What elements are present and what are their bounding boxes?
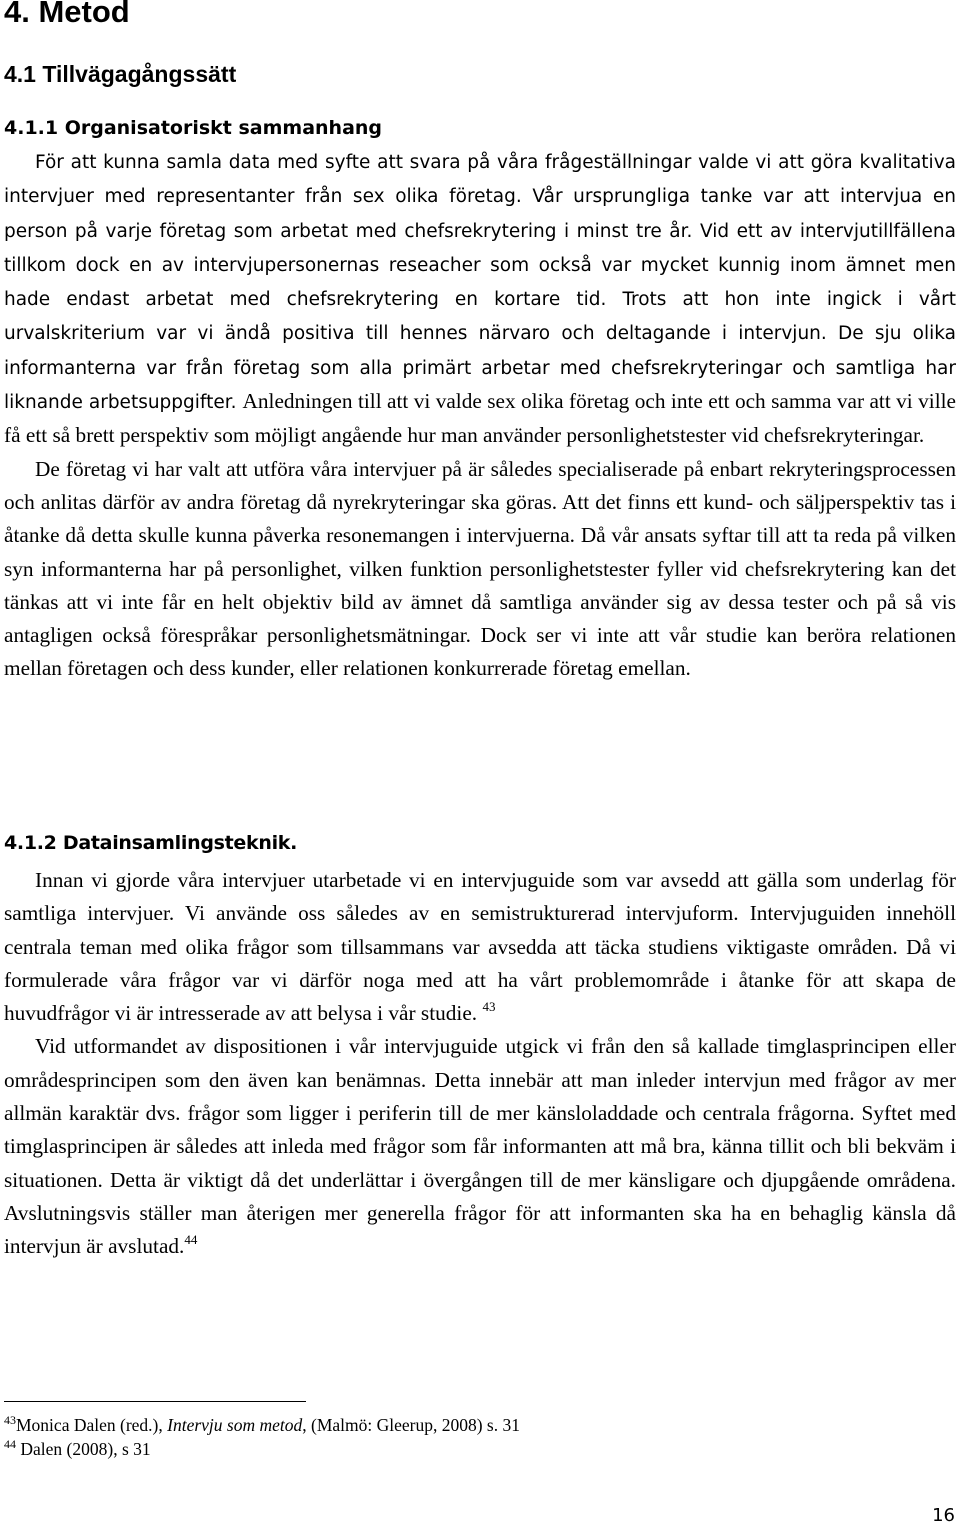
subsection-heading-datainsamling: 4.1.2 Datainsamlingsteknik. bbox=[4, 832, 298, 854]
paragraph bbox=[4, 1030, 956, 1263]
page-number: 16 bbox=[932, 1505, 955, 1526]
section-body-organisatoriskt bbox=[4, 145, 956, 686]
paragraph bbox=[4, 145, 956, 453]
footnote-number: 44 bbox=[4, 1437, 16, 1451]
text-run: Vår ursprungliga tanke var att intervjua en person på varje företag som arbetat med chefsrekrytering i minst tre år. Vid ett av intervjutillfällena tillkom dock en av intervjupersonernas reseacher som också var mycket kunnig inom ämnet men hade endast arbetat med chefsrekrytering en kortare tid. Trots att hon inte ingick i vårt urvalskriterium var vi ändå positiva till hennes närvaro och deltagande i intervjun. De sju olika informanterna var från företag som alla primärt arbetar med chefsrekryteringar och samtliga har liknande arbetsuppgifter. bbox=[4, 186, 956, 414]
footnote-ref-44[interactable]: 44 bbox=[184, 1232, 198, 1248]
subsection-heading-organisatoriskt: 4.1.1 Organisatoriskt sammanhang bbox=[4, 117, 383, 139]
footnote-book-title: Intervju som metod bbox=[167, 1415, 303, 1435]
footnote-text: , (Malmö: Gleerup, 2008) s. 31 bbox=[302, 1415, 520, 1435]
text-run: Vid utformandet av dispositionen i vår intervjuguide utgick vi från den så kallade timglasprincipen eller områdesprincipen som den även kan benämnas. Detta innebär att man inleder intervjun med frågor av mer allmän karaktär dvs. frågor som ligger i periferin till de mer känsloladdade och centrala frågorna. Syftet med timglasprincipen är således att inleda med frågor som får informanten att må bra, känna tillit och bli bekväm i situationen. Detta är viktigt då det underlättar i övergången till de mer känsligare och djupgående områdena. Avslutningsvis ställer man återigen mer generella frågor för att informanten ska ha en behaglig känsla då intervjun är avslutad. bbox=[4, 1034, 956, 1259]
footnote-text: Monica Dalen (red.), bbox=[16, 1415, 168, 1435]
chapter-heading: 4. Metod bbox=[4, 0, 130, 29]
footnote-text: Dalen (2008), s 31 bbox=[20, 1439, 151, 1459]
text-run: För att kunna samla data med syfte att svara på våra frågeställningar valde vi att göra kvalitativa intervjuer med representanter från sex olika företag. bbox=[4, 152, 956, 208]
paragraph bbox=[4, 864, 956, 1030]
footnote-44 bbox=[4, 1438, 151, 1460]
footnote-43 bbox=[4, 1414, 520, 1436]
footnote-ref-43[interactable]: 43 bbox=[482, 999, 496, 1015]
section-heading: 4.1 Tillvägagångssätt bbox=[4, 61, 237, 87]
text-run: Anledningen till att vi valde sex olika företag och inte ett och samma var att vi ville få ett så brett perspektiv som möjligt angående hur man använder personlighetstester vid chefsrekryteringar. bbox=[4, 389, 956, 448]
footnote-number: 43 bbox=[4, 1413, 16, 1427]
footnote-divider bbox=[4, 1401, 306, 1402]
text-run: Innan vi gjorde våra intervjuer utarbetade vi en intervjuguide som var avsedd att gälla som underlag för samtliga intervjuer. Vi använde oss således av en semistrukturerad intervjuform. Intervjuguiden innehöll centrala teman med olika frågor som tillsammans var avsedda att täcka studiens viktigaste områden. Då vi formulerade våra frågor var vi därför noga med att ha vårt problemområde i åtanke för att skapa de huvudfrågor vi är intresserade av att belysa i vår studie. bbox=[4, 868, 956, 1026]
paragraph: De företag vi har valt att utföra våra intervjuer på är således specialiserade på enbart rekryteringsprocessen och anlitas därför av andra företag då nyrekryteringar ska göras. Att det finns ett kund- och säljperspektiv tas i åtanke då detta skulle kunna påverka resonemangen i intervjuerna. Då vår ansats syftar till att ta reda på vilken syn informanterna har på personlighet, vilken funktion personlighetstester fyller vid chefsrekrytering kan det tänkas att vi inte får en helt objektiv bild av ämnet då samtliga använder sig av dessa tester och på så vis antagligen också förespråkar personlighetsmätningar. Dock ser vi inte att vår studie kan beröra relationen mellan företagen och dess kunder, eller relationen konkurrerade företag emellan. bbox=[4, 456, 956, 681]
section-body-datainsamling bbox=[4, 864, 956, 1264]
